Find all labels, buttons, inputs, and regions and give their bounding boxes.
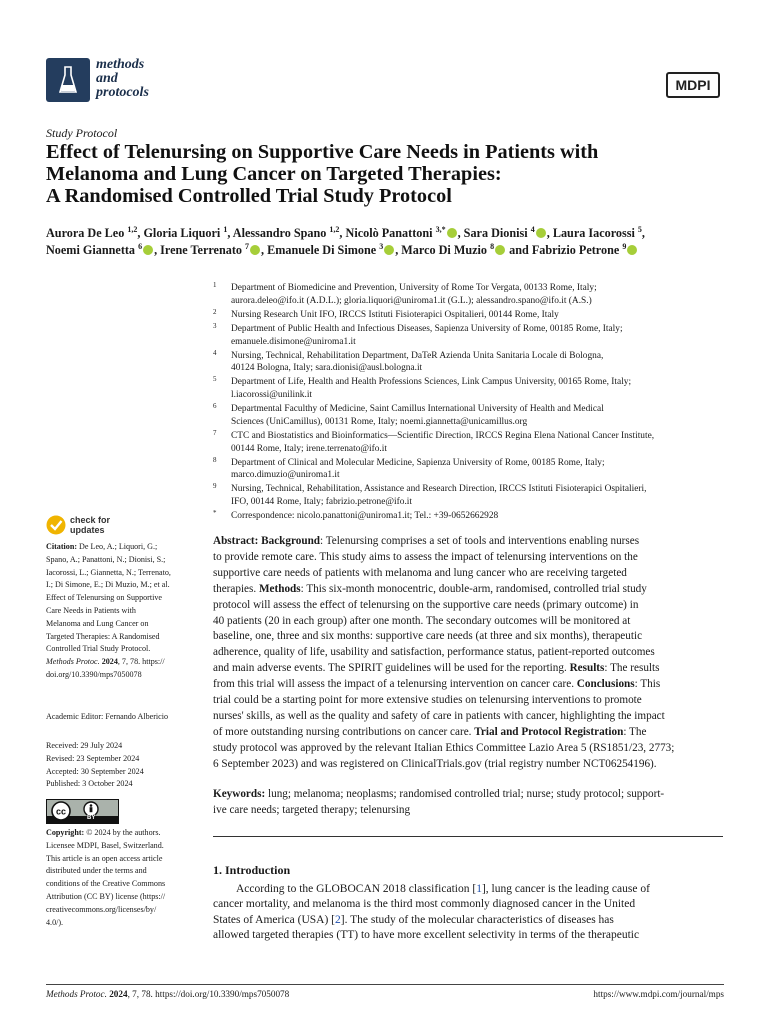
journal-url-link[interactable]: https://www.mdpi.com/journal/mps — [593, 989, 724, 999]
publisher-logo: MDPI — [666, 72, 720, 98]
introduction-text: According to the GLOBOCAN 2018 classification [1], lung cancer is the leading cause of cancer mortality, and melanoma is the third most commonly diagnosed cancer in the United States of America (USA) [2]. The study of the molecular characteristics of diseases has allowed targeted therapies (TT) to have more excellent selectivity in terms of the therapeutic — [213, 883, 650, 942]
article-type: Study Protocol — [46, 126, 118, 140]
affiliation: 4 Nursing, Technical, Rehabilitation Department, DaTeR Azienda Unita Sanitaria Locale di Bologna, 40124 Bologna, Italy; sara.dionisi@ausl.bologna.it — [213, 348, 604, 374]
footer-citation: Methods Protoc. 2024, 7, 78. https://doi.org/10.3390/mps7050078 — [46, 989, 290, 999]
author-name: Sara Dionisi — [463, 226, 528, 240]
flask-icon — [59, 66, 77, 94]
orcid-icon[interactable] — [495, 245, 505, 255]
journal-logo — [46, 58, 90, 102]
orcid-icon[interactable] — [250, 245, 260, 255]
orcid-icon[interactable] — [536, 228, 546, 238]
orcid-icon[interactable] — [384, 245, 394, 255]
affiliations — [213, 282, 733, 524]
orcid-icon[interactable] — [627, 245, 637, 255]
affiliation: 2 Nursing Research Unit IFO, IRCCS Istituti Fisioterapici Ospitalieri, 00144 Rome, Italy — [213, 307, 559, 320]
svg-text:cc: cc — [55, 806, 67, 817]
citation-doi-link[interactable]: doi.org/10.3390/mps7050078 — [46, 669, 142, 679]
check-for-updates-button[interactable]: check for updates — [46, 514, 126, 538]
cc-by-license-badge[interactable] — [46, 799, 119, 824]
author-name: Gloria Liquori — [143, 226, 221, 240]
reference-link[interactable]: 2 — [335, 913, 341, 926]
author-name: and Fabrizio Petrone — [509, 243, 620, 257]
publication-dates: Received: 29 July 2024 Revised: 23 September 2024 Accepted: 30 September 2024 Published: 3 October 2024 — [46, 741, 144, 789]
journal-name: methods and protocols — [96, 57, 149, 100]
affiliation: 3 Department of Public Health and Infectious Diseases, Sapienza University of Rome, 00185 Rome, Italy; emanuele.disimone@uniroma1.it — [213, 321, 623, 347]
copyright-notice: Copyright: © 2024 by the authors. Licensee MDPI, Basel, Switzerland. This article is an open access article distributed under the terms and conditions of the Creative Commons Attribution (CC BY) license (https:// creativecommons.org/licenses/by/ 4.0/). — [46, 828, 166, 927]
author-name: Laura Iacorossi — [552, 226, 635, 240]
citation: Citation: De Leo, A.; Liquori, G.; Spano, A.; Panattoni, N.; Dionisi, S.; Iacorossi, L.; Giannetta, N.; Terrenato, I.; Di Simone, E.; Di Muzio, M.; et al. Effect of Telenursing on Supportive Care Needs in Patients with Melanoma and Lung Cancer on Targeted Therapies: A Randomised Controlled Trial Study Protocol. Methods Protoc. 2024, 7, 78. https:// doi.org/10.3390/mps7050078 — [46, 541, 206, 682]
affiliation: 8 Department of Clinical and Molecular Medicine, Sapienza University of Rome, 00185 Rome, Italy; marco.dimuzio@uniroma1.it — [213, 455, 605, 481]
reference-link[interactable]: 1 — [476, 883, 482, 895]
author-name: Irene Terrenato — [160, 243, 242, 257]
section-heading: 1. Introduction — [213, 863, 291, 877]
author-list: Aurora De Leo $^{1,2}$, Gloria Liquori $^1$, Alessandro Spano $^{1,2}$, Nicolò Panattoni $^{3,*}$ , Sara Dionisi $^4$ , Laura Iacorossi $^5$, Noemi Giannetta $^6$ , Irene Terrenato $^7$ , Emanuele Di Simone $^3$ , Marco Di Muzio $^8$ and Fabrizio Petrone $^9$ — [46, 224, 645, 257]
orcid-icon[interactable] — [143, 245, 153, 255]
author-name: Noemi Giannetta — [46, 243, 136, 257]
affiliation: 9 Nursing, Technical, Rehabilitation, Assistance and Research Direction, IRCCS Istituti Fisioterapici Ospitalieri, IFO, 00144 Rome, Italy; fabrizio.petrone@ifo.it — [213, 482, 647, 508]
keywords: Keywords: lung; melanoma; neoplasms; randomised controlled trial; nurse; study protocol; support- ive care needs; targeted therapy; telenursing — [213, 788, 665, 816]
affiliation: 1 Department of Biomedicine and Prevention, University of Rome Tor Vergata, 00133 Rome, Italy; aurora.deleo@ifo.it (A.D.L.); gloria.liquori@uniroma1.it (G.L.); alessandro.spano@ifo.it (A.S.) — [213, 281, 597, 306]
author-name: Nicolò Panattoni — [345, 226, 433, 240]
footer-divider — [46, 984, 724, 985]
orcid-icon[interactable] — [447, 228, 457, 238]
cc-by-label: BY — [87, 815, 96, 821]
creative-commons-icon — [47, 800, 118, 823]
article-title: Effect of Telenursing on Supportive Care Needs in Patients with Melanoma and Lung Cancer on Targeted Therapies: A Randomised Controlled Trial Study Protocol — [46, 141, 599, 207]
correspondence: * Correspondence: nicolo.panattoni@uniroma1.it; Tel.: +39-0652662928 — [213, 509, 499, 522]
author-name: Emanuele Di Simone — [267, 243, 377, 257]
section-divider — [213, 836, 723, 837]
author-name: Alessandro Spano — [232, 226, 327, 240]
author-name: Aurora De Leo — [46, 226, 125, 240]
affiliation: 7 CTC and Biostatistics and Bioinformatics—Scientific Direction, IRCCS Regina Elena National Cancer Institute, 00144 Rome, Italy; irene.terrenato@ifo.it — [213, 428, 655, 454]
academic-editor: Academic Editor: Fernando Albericio — [46, 712, 169, 721]
check-updates-icon — [46, 514, 66, 536]
affiliation: 6 Departmental Faculthy of Medicine, Saint Camillus International University of Health and Medical Sciences (UniCamillus), 00131 Rome, Italy; noemi.giannetta@unicamillus.org — [213, 402, 604, 427]
affiliation: 5 Department of Life, Health and Health Professions Sciences, Link Campus University, 00165 Rome, Italy; l.iacorossi@unilink.it — [213, 375, 632, 401]
abstract: Abstract: Background: Telenursing comprises a set of tools and interventions enabling nurses to provide remote care. This study aims to assess the impact of telenursing interventions on the supportive care needs of patients with melanoma and lung cancer who are receiving targeted therapies. Methods: This six-month monocentric, double-arm, randomised, controlled trial study protocol will assess the effect of telenursing on the supportive care needs (primary outcome) in 40 patients (20 in each group) after one month. The secondary outcomes will be monitored at baseline, one, three and six months: supportive care needs (at three and six months), therapeutic adherence, quality of life, usability and satisfaction, performance status, patient-reported outcomes and main adverse events. The SPIRIT guidelines will be used for the reporting. Results: The results from this trial will assess the impact of a telenursing intervention on cancer care. Conclusions: This trial could be a starting point for more extensive studies on telenursing interventions to promote nurses' skills, as well as the quality and safety of care in patients with cancer, highlighting the impact of more outstanding nursing contributions on cancer care. Trial and Protocol Registration: The study protocol was approved by the relevant Italian Ethics Committee Lazio Area 5 (RS1851/23, 2773; 6 September 2023) and was registered on ClinicalTrials.gov (trial registry number NCT06254196). — [213, 535, 675, 770]
author-name: Marco Di Muzio — [401, 243, 488, 257]
